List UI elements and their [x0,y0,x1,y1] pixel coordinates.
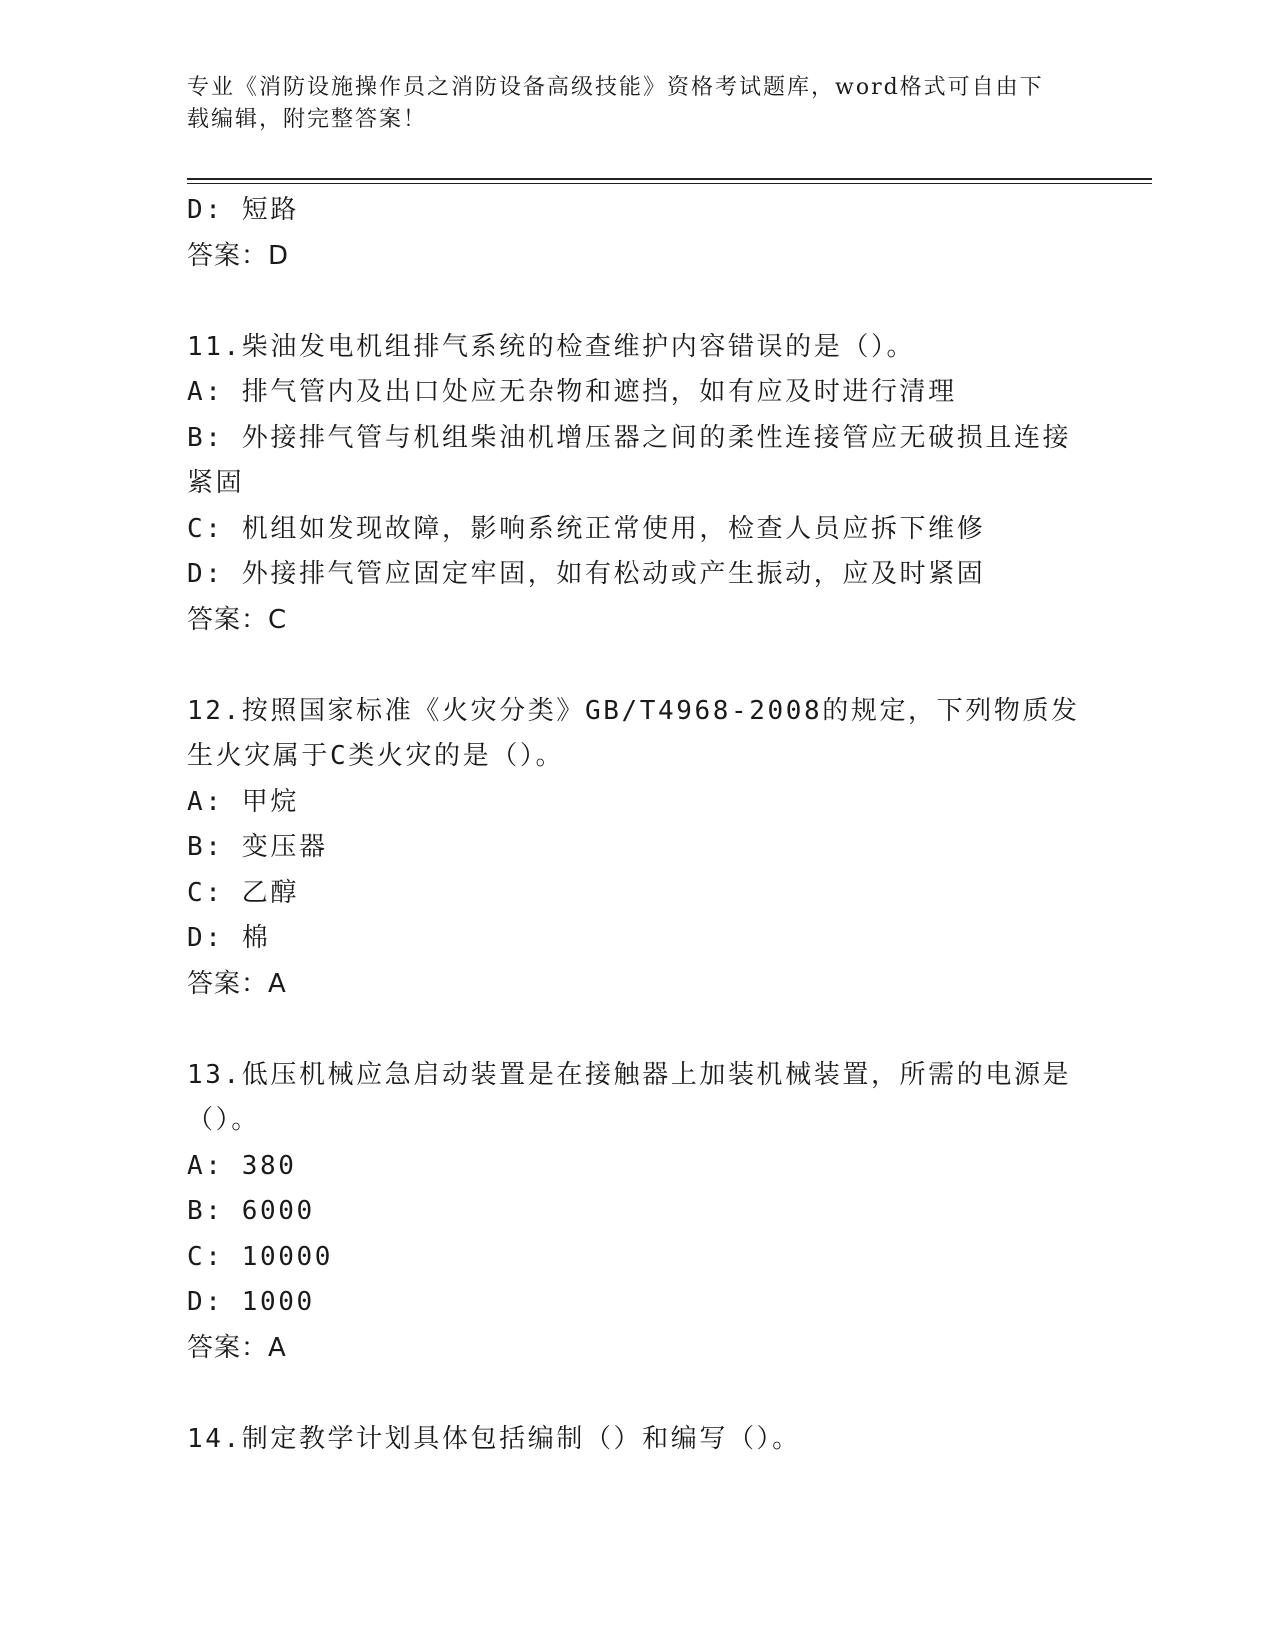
option-b: B: 6000 [187,1196,315,1226]
answer-line: 答案：A [187,968,287,999]
question-stem: 14.制定教学计划具体包括编制（）和编写（）。 [187,1423,801,1454]
option-c: C: 机组如发现故障，影响系统正常使用，检查人员应拆下维修 [187,513,986,544]
question-stem: 13.低压机械应急启动装置是在接触器上加装机械装置，所需的电源是（）。 [187,1059,1072,1135]
header-text: 专业《消防设施操作员之消防设备高级技能》资格考试题库，word格式可自由下载编辑，附完整答案！ [187,75,1044,132]
answer-line: 答案：D [187,240,290,271]
option-b: B: 外接排气管与机组柴油机增压器之间的柔性连接管应无破损且连接紧固 [187,422,1072,498]
question-13 [187,1053,1087,1372]
question-spacer [187,279,1087,325]
document-header [187,72,1067,136]
option-c: C: 10000 [187,1241,334,1272]
option-d: D: 棉 [187,923,271,953]
option-c: C: 乙醇 [187,877,299,908]
question-list [187,188,1087,1462]
option-a: A: 甲烷 [187,786,299,817]
question-14 [187,1417,1087,1463]
question-12 [187,689,1087,1008]
question-stem: 12.按照国家标准《火灾分类》GB/T4968-2008的规定，下列物质发生火灾属于C类火灾的是（）。 [187,695,1080,771]
question-11 [187,325,1087,644]
question-stem: 11.柴油发电机组排气系统的检查维护内容错误的是（）。 [187,331,916,362]
answer-line: 答案：C [187,604,288,635]
option-a: A: 排气管内及出口处应无杂物和遮挡，如有应及时进行清理 [187,377,957,407]
option-a: A: 380 [187,1150,297,1181]
question-10-tail [187,188,1087,279]
header-divider-thick [187,178,1152,180]
option-d: D: 1000 [187,1287,315,1317]
option-d: D: 外接排气管应固定牢固，如有松动或产生振动，应及时紧固 [187,559,986,589]
question-spacer [187,1371,1087,1417]
header-divider-thin [187,183,1152,184]
question-spacer [187,643,1087,689]
question-spacer [187,1007,1087,1053]
option-b: B: 变压器 [187,832,328,862]
option-d: D: 短路 [187,195,299,225]
answer-line: 答案：A [187,1332,287,1363]
